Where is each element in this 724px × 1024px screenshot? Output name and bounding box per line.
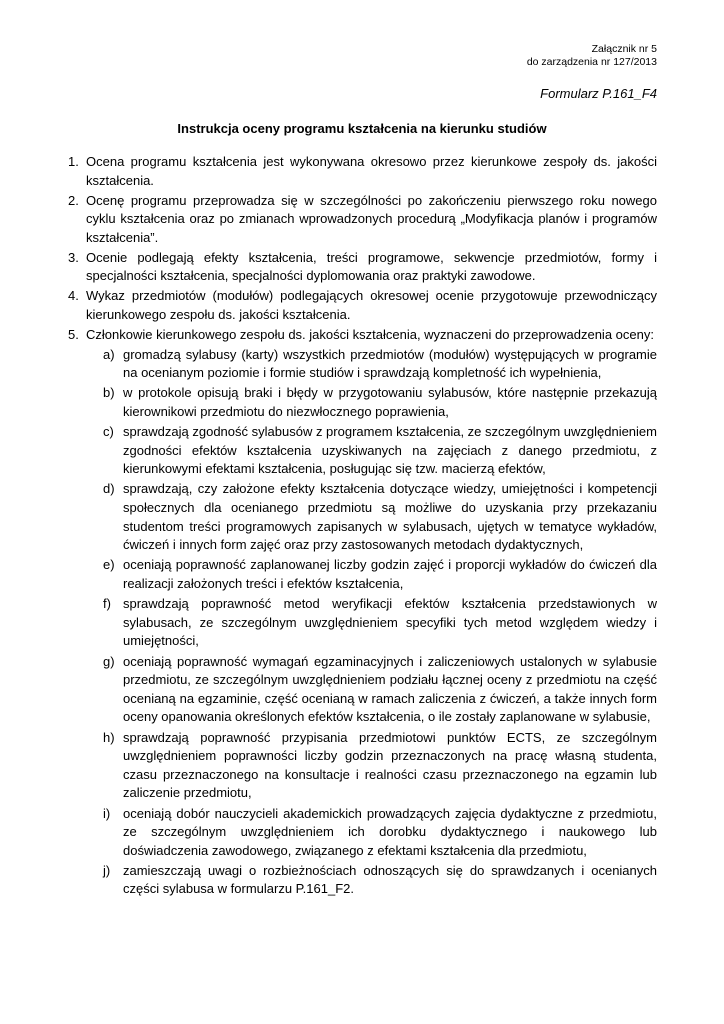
sub-item-text: w protokole opisują braki i błędy w przygotowaniu sylabusów, które następnie przekazują kierownikowi przedmiotu do niezwłocznego poprawienia, (123, 385, 657, 419)
item-number: 1. (68, 154, 79, 169)
item-text: Ocena programu kształcenia jest wykonywana okresowo przez kierunkowe zespoły ds. jakości kształcenia. (86, 154, 657, 188)
sub-item-text: oceniają dobór nauczycieli akademickich prowadzących zajęcia dydaktyczne z przedmiotu, ze szczególnym uwzględnieniem ich dorobku dydaktycznego i naukowego lub doświadczenia zawodowego, związanego z efektami kształcenia dla przedmiotu, (123, 805, 657, 858)
sub-item-text: sprawdzają zgodność sylabusów z programem kształcenia, ze szczególnym uwzględnieniem zgodności efektów kształcenia uzyskiwanych na zajęciach z danego przedmiotu, z kierunkowymi efektami kształcenia, posługując się tzw. macierzą efektów, (123, 424, 657, 477)
sub-list-item (86, 595, 657, 651)
sub-list (86, 346, 657, 900)
sub-item-letter: d) (103, 481, 115, 497)
sub-item-text: sprawdzają poprawność przypisania przedmiotowi punktów ECTS, ze szczególnym uwzględnieniem poprawności liczby godzin przeznaczonych na pracę własną studenta, czasu przeznaczonego na konsultacje i realności czasu przeznaczonego na egzamin lub zaliczenie przedmiotu, (123, 729, 657, 801)
item-text: Wykaz przedmiotów (modułów) podlegających okresowej ocenie przygotowuje przewodniczący kierunkowego zespołu ds. jakości kształcenia. (86, 288, 657, 322)
item-text: Ocenę programu przeprowadza się w szczególności po zakończeniu pierwszego roku nowego cyklu kształcenia oraz po zmianach wprowadzonych procedurą „Modyfikacja planów i programów kształcenia”. (86, 192, 657, 245)
sub-item-letter: j) (103, 862, 111, 878)
sub-item-text: oceniają poprawność zaplanowanej liczby godzin zajęć i proporcji wykładów do ćwiczeń dla realizacji założonych treści i efektów kształcenia, (123, 557, 657, 591)
sub-item-text: oceniają poprawność wymagań egzaminacyjnych i zaliczeniowych ustalonych w sylabusie przedmiotu, ze szczególnym uwzględnieniem podziału łącznej oceny z przedmiotu na część ocenianą na egzaminie, część ocenianą w ramach zaliczenia z ćwiczeń, a także innych form oceny opanowania określonych efektów kształcenia, o ile zostały zaplanowane w sylabusie, (123, 653, 657, 725)
sub-item-text: sprawdzają, czy założone efekty kształcenia dotyczące wiedzy, umiejętności i kompetencji społecznych dla ocenianego przedmiotu są możliwe do uzyskania przy przekazaniu studentom treści programowych zapisanych w sylabusach, ujętych w tematyce wykładów, ćwiczeń i innych form zajęć oraz przy zastosowanych metodach dydaktycznych, (123, 481, 657, 553)
sub-item-letter: f) (103, 596, 111, 612)
sub-item-text: sprawdzają poprawność metod weryfikacji efektów kształcenia przedstawionych w sylabusach, ze szczególnym uwzględnieniem specyfiki tych metod względem wiedzy i umiejętności, (123, 596, 657, 649)
sub-list-item (86, 862, 657, 899)
item-text: Członkowie kierunkowego zespołu ds. jakości kształcenia, wyznaczeni do przeprowadzenia oceny: (86, 326, 654, 342)
page-title: Instrukcja oceny programu kształcenia na kierunku studiów (177, 121, 547, 136)
sub-item-letter: c) (103, 424, 114, 440)
sub-list-item (86, 480, 657, 554)
item-text: Ocenie podlegają efekty kształcenia, treści programowe, sekwencje przedmiotów, formy i specjalności kształcenia, specjalności dyplomowania oraz praktyki zawodowe. (86, 249, 657, 284)
sub-list-item (86, 556, 657, 593)
sub-list-item (86, 346, 657, 383)
item-number: 2. (68, 192, 79, 208)
list-item (68, 326, 657, 899)
sub-item-letter: i) (103, 805, 111, 821)
sub-item-letter: h) (103, 729, 115, 745)
sub-item-letter: b) (103, 385, 115, 401)
sub-item-letter: a) (103, 346, 115, 362)
sub-list-item (86, 653, 657, 727)
item-number: 5. (68, 326, 79, 342)
sub-list-item (86, 729, 657, 803)
annex-note (527, 43, 657, 69)
sub-item-letter: e) (103, 557, 115, 573)
sub-item-text: gromadzą sylabusy (karty) wszystkich przedmiotów (modułów) występujących w programie na ocenianym poziomie i formie studiów i sprawdzają kompletność ich wypełnienia, (123, 346, 657, 381)
form-id: Formularz P.161_F4 (540, 86, 657, 101)
sub-list-item (86, 384, 657, 421)
list-item (68, 287, 657, 324)
annex-line-1: Załącznik nr 5 (591, 43, 657, 55)
list-item (68, 153, 657, 190)
sub-item-letter: g) (103, 653, 115, 669)
sub-item-text: zamieszczają uwagi o rozbieżnościach odnoszących się do sprawdzanych i ocenianych części sylabusa w formularzu P.161_F2. (123, 862, 657, 897)
item-number: 3. (68, 249, 79, 265)
instruction-body (68, 153, 657, 901)
item-number: 4. (68, 288, 79, 304)
sub-list-item (86, 423, 657, 479)
sub-list-item (86, 805, 657, 861)
list-item (68, 249, 657, 286)
main-list (68, 153, 657, 899)
annex-line-2: do zarządzenia nr 127/2013 (526, 56, 657, 68)
list-item (68, 192, 657, 248)
